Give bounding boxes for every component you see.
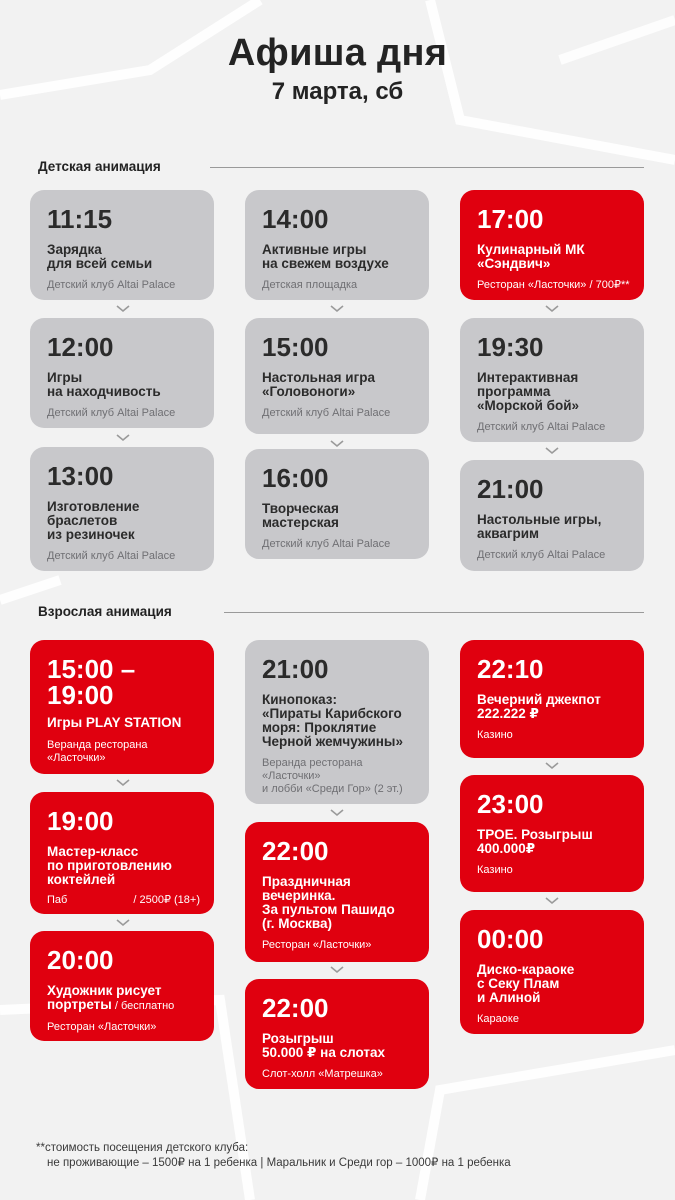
event-title: Игры	[47, 370, 83, 385]
event-title: Игры PLAY STATION	[47, 715, 182, 730]
event-time: 21:00	[262, 654, 329, 684]
chevron-down-icon	[545, 305, 559, 313]
chevron-down-icon	[330, 440, 344, 448]
event-location: Веранда ресторана	[262, 757, 363, 769]
event-card[interactable]	[245, 822, 429, 962]
event-card[interactable]	[245, 979, 429, 1089]
event-time: 13:00	[47, 461, 114, 491]
event-time: 15:00 –	[47, 654, 136, 684]
chevron-down-icon	[330, 305, 344, 313]
event-time: 14:00	[262, 204, 329, 234]
event-title: Зарядка	[47, 242, 102, 257]
event-time: 19:00	[47, 806, 114, 836]
event-title: на свежем воздухе	[262, 256, 389, 271]
page-date: 7 марта, сб	[271, 78, 404, 105]
event-time: 23:00	[477, 789, 544, 819]
event-title: Творческая	[262, 501, 339, 516]
event-title: Настольная игра	[262, 370, 375, 385]
event-title: программа	[477, 384, 551, 399]
event-title: моря: Проклятие	[262, 720, 377, 735]
event-location: Детский клуб Altai Palace	[477, 421, 606, 433]
chevron-down-icon	[116, 434, 130, 442]
event-title: «Морской бой»	[477, 398, 580, 413]
event-title: аквагрим	[477, 526, 540, 541]
event-title: «Головоноги»	[262, 384, 356, 399]
event-time: 16:00	[262, 463, 329, 493]
event-title: Праздничная	[262, 874, 351, 889]
event-card[interactable]	[460, 460, 644, 571]
event-title: «Сэндвич»	[477, 256, 551, 271]
event-title: из резиночек	[47, 527, 135, 542]
event-card[interactable]	[245, 190, 429, 300]
event-location: Детский клуб Altai Palace	[47, 279, 176, 291]
event-title-text: портреты	[47, 997, 112, 1012]
event-title: коктейлей	[47, 872, 116, 887]
adults-section-rule	[224, 612, 644, 613]
event-card[interactable]	[30, 640, 214, 774]
kids-section-header	[38, 159, 644, 175]
event-card[interactable]	[30, 318, 214, 428]
event-location: Веранда ресторана	[47, 739, 148, 751]
event-time: 22:00	[262, 836, 329, 866]
event-title: За пультом Пашидо	[262, 902, 395, 917]
event-title: Настольные игры,	[477, 512, 602, 527]
event-title: для всей семьи	[47, 256, 153, 271]
event-location: и лобби «Среди Гор» (2 эт.)	[262, 783, 403, 795]
adults-section-label: Взрослая анимация	[38, 604, 172, 619]
event-location: Казино	[477, 864, 513, 876]
event-card[interactable]	[30, 190, 214, 300]
event-title: Мастер-класс	[47, 844, 139, 859]
event-time: 22:10	[477, 654, 544, 684]
event-location	[47, 894, 214, 907]
event-card[interactable]	[30, 447, 214, 571]
kids-section-label: Детская анимация	[38, 159, 161, 174]
event-price: / бесплатно	[111, 1000, 175, 1012]
event-card[interactable]	[245, 318, 429, 434]
event-title: «Пираты Карибского	[262, 706, 402, 721]
event-time: 19:00	[47, 680, 114, 710]
chevron-down-icon	[116, 919, 130, 927]
event-time: 00:00	[477, 924, 544, 954]
event-title: Активные игры	[262, 242, 367, 257]
event-card[interactable]	[460, 775, 644, 892]
footnote	[36, 1141, 656, 1171]
event-time: 15:00	[262, 332, 329, 362]
event-title: ТРОЕ. Розыгрыш	[477, 827, 593, 842]
event-title: браслетов	[47, 513, 118, 528]
chevron-down-icon	[330, 809, 344, 817]
event-card[interactable]	[460, 640, 644, 758]
event-time: 21:00	[477, 474, 544, 504]
event-location: «Ласточки»	[47, 752, 106, 764]
chevron-down-icon	[330, 966, 344, 974]
event-location: Детский клуб Altai Palace	[477, 549, 606, 561]
event-card[interactable]	[460, 318, 644, 442]
chevron-down-icon	[116, 305, 130, 313]
event-title: вечеринка.	[262, 888, 336, 903]
event-title: Черной жемчужины»	[262, 734, 403, 749]
event-time: 12:00	[47, 332, 114, 362]
event-title: 50.000 ₽ на слотах	[262, 1045, 386, 1060]
event-card[interactable]	[245, 449, 429, 559]
event-location: Казино	[477, 729, 513, 741]
event-title: и Алиной	[477, 990, 541, 1005]
event-title: 400.000₽	[477, 841, 536, 856]
adults-section-header	[38, 604, 644, 620]
event-card[interactable]	[30, 792, 214, 914]
event-title: Кинопоказ:	[262, 692, 337, 707]
event-time: 19:30	[477, 332, 544, 362]
event-title: Изготовление	[47, 499, 140, 514]
event-location: Детский клуб Altai Palace	[262, 538, 391, 550]
chevron-down-icon	[116, 779, 130, 787]
event-time: 20:00	[47, 945, 114, 975]
event-location: Караоке	[477, 1013, 519, 1025]
chevron-down-icon	[545, 897, 559, 905]
chevron-down-icon	[545, 447, 559, 455]
event-title: Интерактивная	[477, 370, 579, 385]
event-title: Кулинарный МК	[477, 242, 585, 257]
event-location: Ресторан «Ласточки»	[47, 1021, 157, 1033]
event-card[interactable]	[245, 640, 429, 804]
page-title: Афиша дня	[227, 32, 448, 74]
event-title: по приготовлению	[47, 858, 172, 873]
event-location: Ресторан «Ласточки» / 700₽**	[477, 279, 630, 291]
event-location: «Ласточки»	[262, 770, 321, 782]
event-card[interactable]	[460, 190, 644, 300]
footnote-line: **стоимость посещения детского клуба:	[36, 1142, 249, 1154]
event-time: 17:00	[477, 204, 544, 234]
event-time: 11:15	[47, 204, 113, 234]
event-title: (г. Москва)	[262, 916, 332, 931]
event-location: Детский клуб Altai Palace	[262, 407, 391, 419]
event-location: Детская площадка	[262, 279, 358, 291]
chevron-down-icon	[545, 762, 559, 770]
event-title: Диско-караоке	[477, 962, 575, 977]
event-time: 22:00	[262, 993, 329, 1023]
event-title: на находчивость	[47, 384, 161, 399]
event-price: / 2500₽ (18+)	[133, 894, 200, 906]
kids-section-rule	[210, 167, 644, 168]
event-title: с Секу Плам	[477, 976, 560, 991]
event-location: Детский клуб Altai Palace	[47, 407, 176, 419]
event-location-venue: Паб	[47, 894, 68, 906]
event-title: Вечерний джекпот	[477, 692, 601, 707]
footnote-line: не проживающие – 1500₽ на 1 ребенка | Маральник и Среди гор – 1000₽ на 1 ребенка	[47, 1157, 511, 1169]
event-title: мастерская	[262, 515, 339, 530]
event-title: Розыгрыш	[262, 1031, 334, 1046]
event-title	[47, 998, 214, 1013]
event-card[interactable]	[460, 910, 644, 1034]
event-location: Детский клуб Altai Palace	[47, 550, 176, 562]
event-location: Слот-холл «Матрешка»	[262, 1068, 383, 1080]
event-location: Ресторан «Ласточки»	[262, 939, 372, 951]
event-title: Художник рисует	[47, 983, 162, 998]
event-card[interactable]	[30, 931, 214, 1041]
event-title: 222.222 ₽	[477, 706, 539, 721]
